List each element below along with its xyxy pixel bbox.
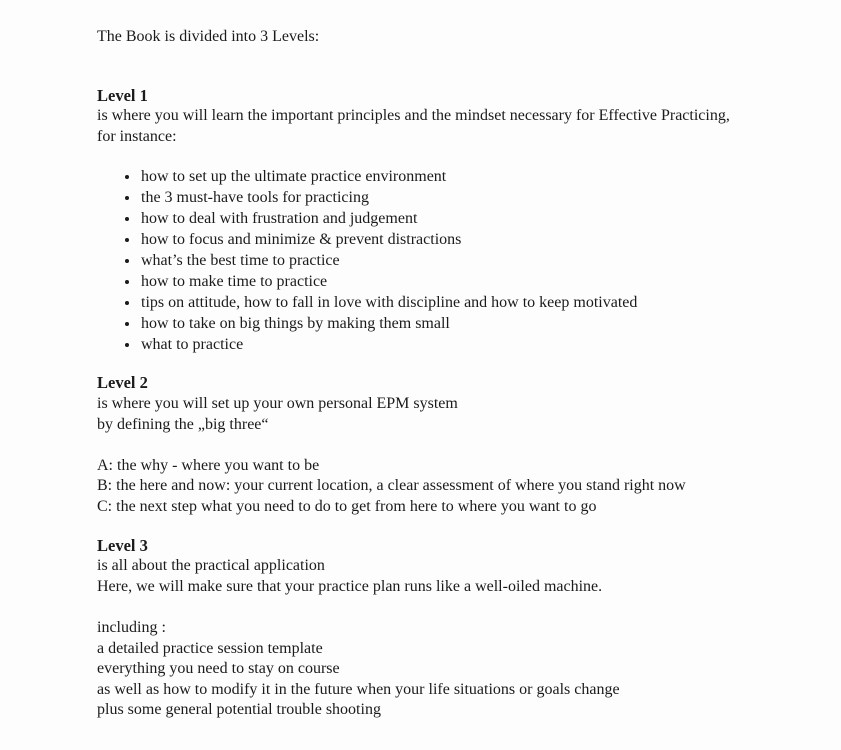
level-2-body-line: is where you will set up your own personal EPM system bbox=[97, 394, 458, 412]
spacer bbox=[97, 597, 741, 618]
spacer bbox=[97, 518, 741, 536]
spacer bbox=[97, 435, 741, 456]
list-item: • how to deal with frustration and judgement bbox=[140, 208, 741, 229]
level-3-detail-line: plus some general potential trouble shooting bbox=[97, 701, 381, 719]
level-1-heading: Level 1 bbox=[97, 85, 148, 105]
level-2-abc-line-c: C: the next step what you need to do to get from here to where you want to go bbox=[97, 497, 597, 515]
list-item: • what’s the best time to practice bbox=[140, 250, 741, 271]
level-3-body-line: Here, we will make sure that your practice plan runs like a well-oiled machine. bbox=[97, 577, 603, 595]
list-item: • how to focus and minimize & prevent distractions bbox=[140, 229, 741, 250]
level-2-heading: Level 2 bbox=[97, 373, 148, 393]
level-2-body-line: by defining the „big three“ bbox=[97, 415, 269, 433]
list-item: • how to take on big things by making them small bbox=[140, 313, 741, 334]
spacer bbox=[97, 355, 741, 373]
intro-text: The Book is divided into 3 Levels: bbox=[97, 28, 320, 45]
list-item: • what to practice bbox=[140, 334, 741, 355]
section-level-3 bbox=[97, 536, 741, 721]
level-3-body-line: is all about the practical application bbox=[97, 557, 325, 575]
list-item: • tips on attitude, how to fall in love with discipline and how to keep motivated bbox=[140, 292, 741, 313]
level-3-heading: Level 3 bbox=[97, 535, 148, 555]
list-item: • how to make time to practice bbox=[140, 271, 741, 292]
level-1-body: is where you will learn the important principles and the mindset necessary for Effective Practicing, for instance: bbox=[97, 107, 730, 145]
list-item: • how to set up the ultimate practice environment bbox=[140, 166, 741, 187]
level-3-detail-line: including : bbox=[97, 618, 166, 636]
level-2-abc-line-b: B: the here and now: your current location, a clear assessment of where you stand right now bbox=[97, 477, 686, 495]
section-level-2 bbox=[97, 373, 741, 517]
level-3-detail-line: everything you need to stay on course bbox=[97, 660, 340, 678]
level-3-detail-line: a detailed practice session template bbox=[97, 639, 323, 657]
level-3-detail-line: as well as how to modify it in the future when your life situations or goals change bbox=[97, 680, 620, 698]
list-item: • the 3 must-have tools for practicing bbox=[140, 187, 741, 208]
level-2-abc-line-a: A: the why - where you want to be bbox=[97, 456, 320, 474]
level-1-bullet-list bbox=[97, 166, 741, 355]
section-level-1 bbox=[97, 86, 741, 356]
